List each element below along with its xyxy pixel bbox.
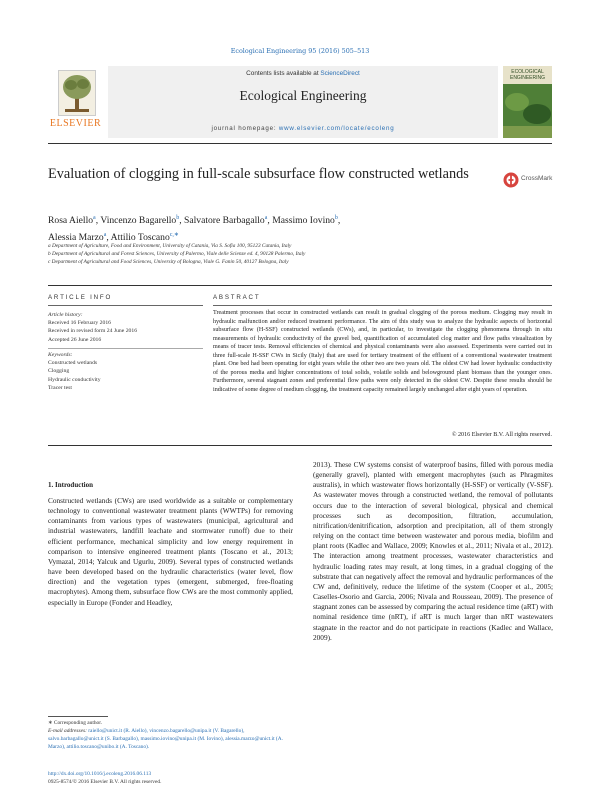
article-history [48,311,203,344]
author: Alessia Marzo$^a$, [48,232,111,244]
crossmark-badge[interactable] [503,170,553,190]
author: Vincenzo Bagarello$^b$, [100,215,185,227]
journal-header [48,66,552,138]
cover-title: ECOLOGICAL ENGINEERING [509,69,545,81]
doi-link[interactable]: http://dx.doi.org/10.1016/j.ecoleng.2016.06.113 [48,771,152,777]
homepage-line [108,125,498,132]
issn-line: 0925-8574/© 2016 Elsevier B.V. All rights reserved. [48,779,162,785]
homepage-link[interactable]: www.elsevier.com/locate/ecoleng [278,125,395,132]
doi-block [48,770,298,786]
footnote [48,719,298,751]
author: Salvatore Barbagallo$^a$, [184,215,273,227]
article-info-heading: ARTICLE INFO [48,294,113,301]
journal-reference[interactable]: Ecological Engineering 95 (2016) 505–513 [230,47,370,55]
affiliations-divider [48,285,552,286]
affiliations [48,242,548,267]
author-list [48,211,488,245]
author: Attilio Toscano$^{c,∗}$ [110,232,179,244]
elsevier-tree-icon [58,70,96,116]
abstract-text: Treatment processes that occur in constructed wetlands can result in gradual clogging of the porous medium. Clogging may result in hydraulic malfunction and/or reduced treatment performance. The aim of this study was to analyze the hydraulic aspects of horizontal subsurface flow (H-SSF) constructed wetlands (CWs), and, in particular, to investigate the clogging phenomena through in situ measurements of hydraulic conductivity of the gravel bed, quantification of accumulated clog matter and flow paths visualization by means of tracer tests. Removal efficiencies of chemical and physical contaminants were also assessed. Experiments were carried out in three full-scale H-SSF CWs in Sicily (Italy) that are used for tertiary treatment of the effluent of a conventional wastewater treatment plant. One bed had been operating for eight years while the other two are two years old. The oldest CW had lower hydraulic conductivity of the porous media and higher concentrations of total solids, volatile solids and belowground plant biomass than the younger ones. Furthermore, several stagnant zones and preferential flow paths were only detected in the oldest CW. Despite these results should be indicative of some degree of medium clogging, the treatment capacity remained largely unchanged after eight years of operation. [213,310,552,393]
abstract-heading: ABSTRACT [213,294,261,301]
journal-title: Ecological Engineering [239,88,367,103]
keyword: Clogging [48,368,70,375]
contents-prefix: Contents lists available at [246,70,319,77]
cover-title-band [503,66,552,84]
authors-line-1 [48,211,488,228]
intro-column-1: Constructed wetlands (CWs) are used worldwide as a suitable or complementary technology to conventional wastewater treatment plants (WWTPs) for removing contaminants from various types of wastewaters (municipal, agricultural and industrial wastewaters, landfill leachate and stormwater runoff) due to their efficient performance, mechanical simplicity and low energy requirement in comparison to intensive engineered treatment plants (Toscano et al., 2013; Vymazal, 2014; Yalcuk and Ugurlu, 2009). Several types of constructed wetlands have been developed based on the hydraulic characteristics (water level, flow direction) and the vegetation types (emergent, submerged, free-floating macrophytes). Among them, subsurface flow CWs are the most commonly applied, especially in Europe (Fonder and Headley, [48,496,293,607]
header-divider [48,143,552,144]
intro-heading: 1. Introduction [48,481,93,489]
abstract-divider [213,305,552,306]
keywords-label: Keywords: [48,352,73,358]
contents-line [108,70,498,77]
journal-cover-image [503,66,552,138]
publisher-logo [48,66,103,138]
cover-photo [503,84,552,138]
article-title: Evaluation of clogging in full-scale subsurface flow constructed wetlands [48,166,469,182]
abstract-copyright: © 2016 Elsevier B.V. All rights reserved. [451,432,552,438]
history-label: Article history: [48,312,83,318]
article-info-divider [48,305,203,306]
keyword: Tracer test [48,384,72,391]
keyword: Constructed wetlands [48,360,98,367]
intro-column-2: 2013). These CW systems consist of waterproof basins, filled with porous media (generally gravel), planted with emergent macrophytes (such as Phragmites australis), in which wastewater flows horizontally (H-SSF) or vertically (V-SSF). As wastewater moves through a constructed wetland, the removal of pollutants occurs due to the interaction of several biological, physical and chemical processes such as decomposition, filtration, accumulation, nitrification/denitrification, adsorption and precipitation, all of them strongly relying on the contact time between wastewater and porous media, biofilm and plant roots (Kadlec and Wallace, 2009; Knowles et al., 2011; Nivala et al., 2012). The interaction among treatment processes, wastewater characteristics and hydraulic loading rates may result, at long times, in a gradual clogging of the substrate that can negatively affect the removal and hydraulic performances of the CW and, definitively, reduce the lifetime of the system (Cooper et al., 2005; Caselles-Osorio and Garcia, 2006; Nivala and Rousseau, 2009). The presence of stagnant zones can be assessed by comparing the actual residence time (aRT) with nominal residence time (nRT), if aRT is much larger than nRT wastewaters stagnate in the reactor and do not participate in reactions (Kadlec and Wallace, 2009). [313,460,553,642]
crossmark-icon [503,172,519,188]
affiliation-a: a Department of Agriculture, Food and Environment, University of Catania, Via S. Sofia 100, 95123 Catania, Italy [48,243,292,249]
history-revised: Received in revised form 24 June 2016 [48,328,138,335]
homepage-prefix: journal homepage: [211,125,277,132]
email-list[interactable]: raiello@unict.it (R. Aiello), vincenzo.bagarello@unipa.it (V. Bagarello), salvo.barbagallo@unict.it (S. Barbagallo), massimo.iovino@unipa.it (M. Iovino), alessia.marzo@unict.it (A. Marzo), attilio.toscano@unibo.it (A. Toscano). [48,728,283,751]
abstract-bottom-divider [48,445,552,446]
keyword: Hydraulic conductivity [48,376,101,383]
affiliation-c: c Department of Agricultural and Food Sciences, University of Bologna, Viale G. Fanin 50, 40127 Bologna, Italy [48,259,289,266]
footnote-rule [48,716,108,717]
author: Rosa Aiello$^a$, [48,215,101,227]
history-accepted: Accepted 26 June 2016 [48,336,102,343]
email-label: E-mail addresses: [48,728,87,735]
crossmark-label: CrossMark [521,175,553,182]
journal-banner [108,66,498,138]
author: Massimo Iovino$^b$, [272,215,341,227]
affiliation-b: b Department of Agricultural and Forest Sciences, University of Palermo, Viale delle Scienze ed. 4, 90128 Palermo, Italy [48,251,306,258]
elsevier-wordmark: ELSEVIER [49,118,102,129]
sciencedirect-link[interactable]: ScienceDirect [320,70,360,77]
email-addresses [48,727,298,751]
corresponding-author: ∗ Corresponding author. [48,720,103,726]
history-received: Received 16 February 2016 [48,320,112,327]
keywords-divider [48,348,203,349]
keywords [48,351,203,392]
